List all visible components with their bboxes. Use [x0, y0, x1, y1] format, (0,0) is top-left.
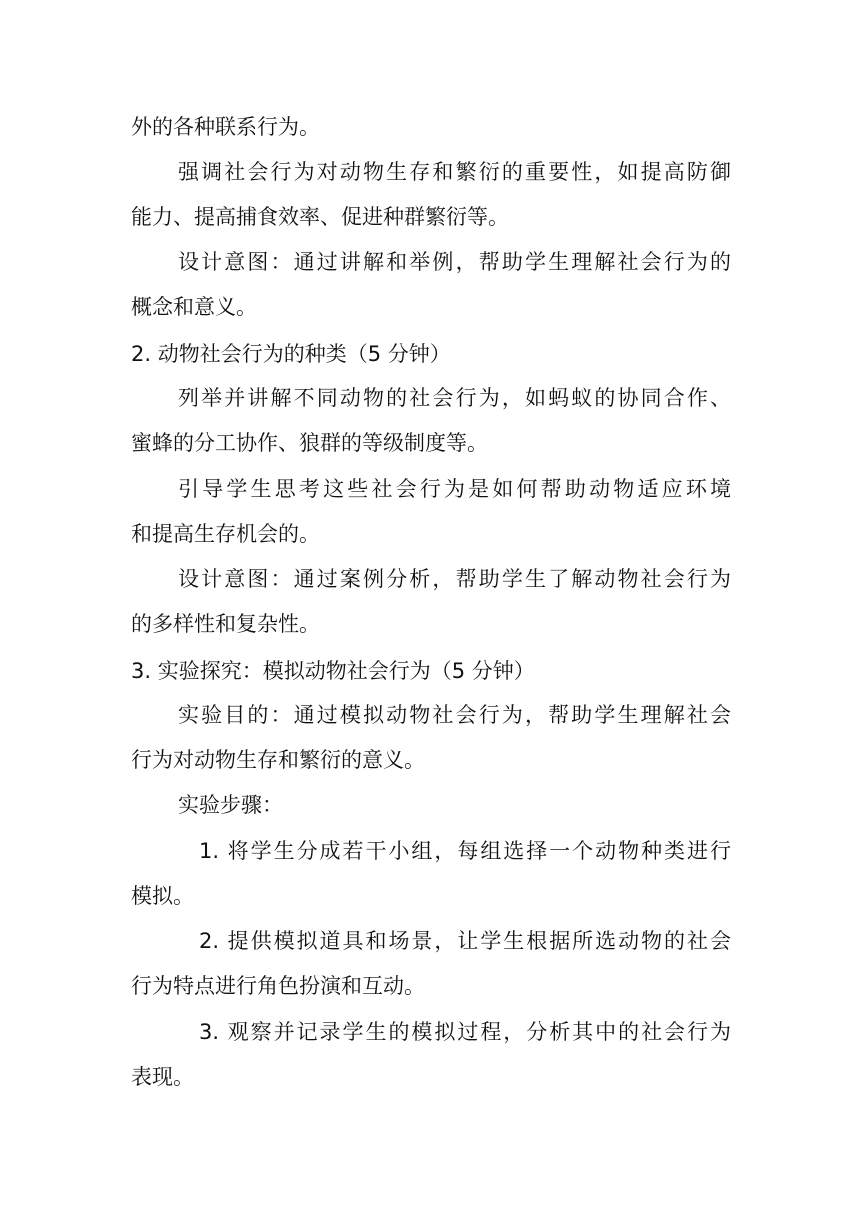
- list-item: 3. 观察并记录学生的模拟过程，分析其中的社会行为: [199, 1020, 731, 1044]
- list-item: 2. 提供模拟道具和场景，让学生根据所选动物的社会: [199, 929, 731, 953]
- text-line: 概念和意义。: [131, 295, 257, 319]
- text-line: 行为对动物生存和繁衍的意义。: [131, 748, 425, 772]
- text-line: 蜜蜂的分工协作、狼群的等级制度等。: [131, 431, 488, 455]
- text-line: 外的各种联系行为。: [131, 115, 320, 139]
- text-line: 设计意图：通过讲解和举例，帮助学生理解社会行为的: [178, 250, 731, 274]
- text-line: 实验步骤：: [178, 793, 283, 817]
- text-line: 设计意图：通过案例分析，帮助学生了解动物社会行为: [178, 567, 731, 591]
- text-line: 和提高生存机会的。: [131, 522, 320, 546]
- list-item: 1. 将学生分成若干小组，每组选择一个动物种类进行: [199, 839, 731, 863]
- section-heading: 3. 实验探究：模拟动物社会行为（5 分钟）: [131, 659, 535, 683]
- section-heading: 2. 动物社会行为的种类（5 分钟）: [131, 342, 451, 366]
- text-line: 实验目的：通过模拟动物社会行为，帮助学生理解社会: [178, 703, 731, 727]
- text-line: 列举并讲解不同动物的社会行为，如蚂蚁的协同合作、: [178, 386, 731, 410]
- text-line: 模拟。: [131, 884, 194, 908]
- text-line: 的多样性和复杂性。: [131, 612, 320, 636]
- text-line: 强调社会行为对动物生存和繁衍的重要性，如提高防御: [178, 160, 731, 184]
- text-line: 引导学生思考这些社会行为是如何帮助动物适应环境: [178, 477, 731, 501]
- text-line: 行为特点进行角色扮演和互动。: [131, 974, 425, 998]
- text-line: 能力、提高捕食效率、促进种群繁衍等。: [131, 205, 509, 229]
- text-line: 表现。: [131, 1065, 194, 1089]
